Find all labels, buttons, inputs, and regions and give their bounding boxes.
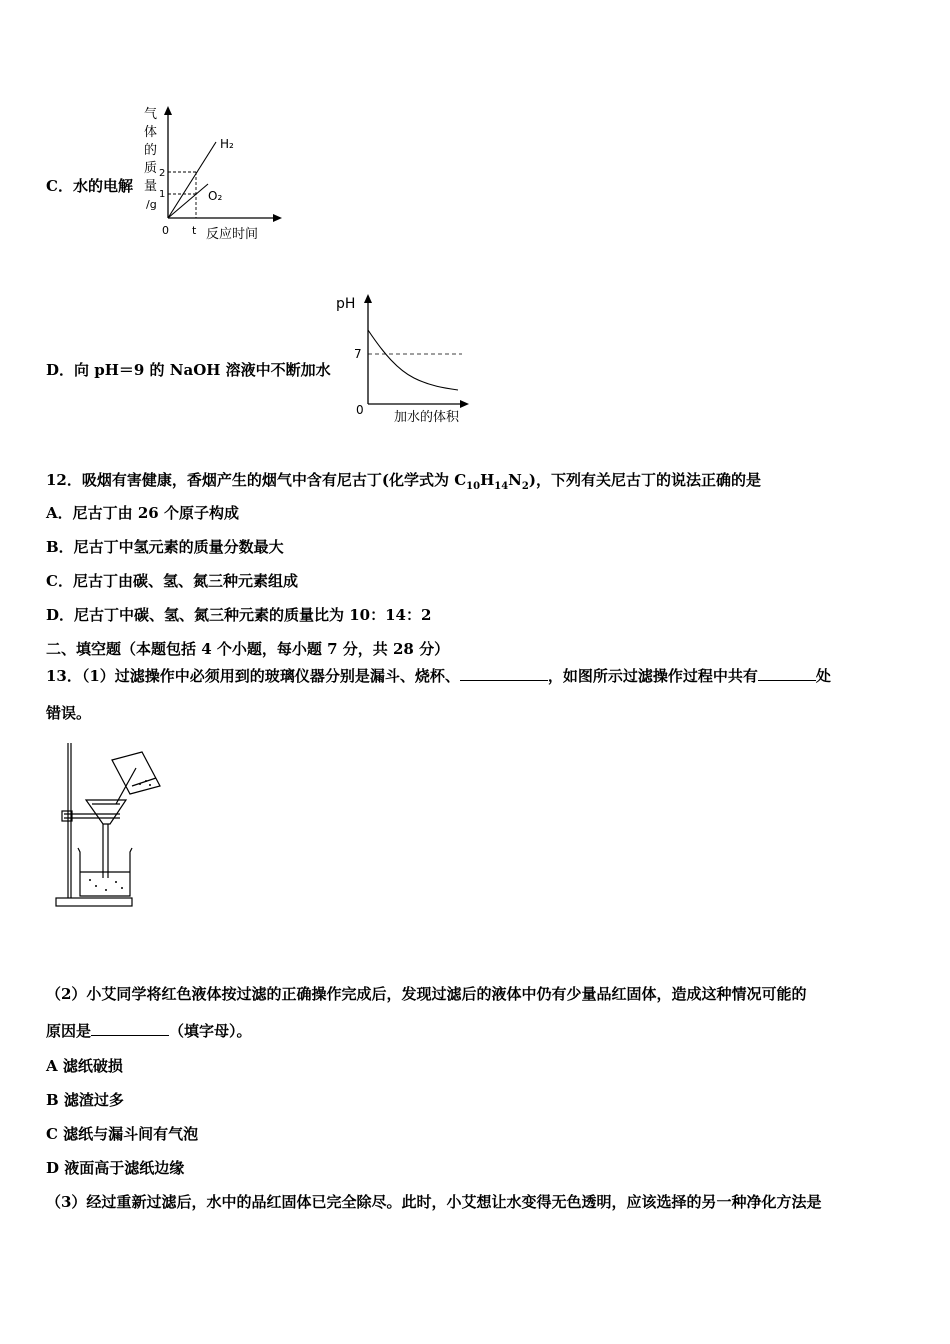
x-axis-label: 加水的体积 xyxy=(394,410,460,425)
q13-part2-option-b: B 滤渣过多 xyxy=(46,1091,124,1109)
h2-line xyxy=(168,142,216,218)
y-label-unit: /g xyxy=(146,198,157,211)
x-axis-arrow-icon xyxy=(273,214,282,222)
filtration-apparatus-figure xyxy=(50,738,170,913)
q12-option-c: C．尼古丁由碳、氢、氮三种元素组成 xyxy=(46,572,298,590)
formula-element: H xyxy=(480,471,495,489)
option-d-label: D．向 pH＝9 的 NaOH 溶液中不断加水 xyxy=(46,361,331,379)
q12-option-a: A．尼古丁由 26 个原子构成 xyxy=(46,504,239,522)
y-tick-1: 1 xyxy=(159,189,166,200)
x-axis-label: 反应时间 xyxy=(206,227,259,242)
option-c-label: C．水的电解 xyxy=(46,177,133,195)
q13-part2-line1: （2）小艾同学将红色液体按过滤的正确操作完成后，发现过滤后的液体中仍有少量品红固体，造成这种情况可能的 xyxy=(46,985,807,1003)
series-label-o2: O₂ xyxy=(208,189,223,203)
x-axis-arrow-icon xyxy=(460,400,469,408)
q12-option-b: B．尼古丁中氢元素的质量分数最大 xyxy=(46,538,284,556)
ph-curve xyxy=(368,330,458,390)
y-label-char: 的 xyxy=(144,143,158,158)
q13-text: 处 xyxy=(815,667,831,685)
q13-part2-option-a: A 滤纸破损 xyxy=(46,1057,123,1075)
q13-part3-line1: （3）经过重新过滤后，水中的品红固体已完全除尽。此时，小艾想让水变得无色透明，应该选择的另一种净化方法是 xyxy=(46,1193,822,1211)
y-axis-arrow-icon xyxy=(364,294,372,303)
q13-part2-option-d: D 液面高于滤纸边缘 xyxy=(46,1159,185,1177)
y-label-char: 质 xyxy=(144,161,158,176)
q13-part1-line1 xyxy=(46,666,831,686)
ph-dilution-graph xyxy=(332,288,472,428)
y-tick-2: 2 xyxy=(159,168,166,179)
o2-line xyxy=(168,184,208,218)
q12-stem-text: )，下列有关尼古丁的说法正确的是 xyxy=(528,471,761,489)
y-label-char: 量 xyxy=(144,179,158,194)
q12-stem-text: 12．吸烟有害健康，香烟产生的烟气中含有尼古丁(化学式为 C xyxy=(46,471,467,489)
y-axis-label: pH xyxy=(336,296,356,312)
water-electrolysis-graph xyxy=(138,100,288,245)
q13-part2-option-c: C 滤纸与漏斗间有气泡 xyxy=(46,1125,199,1143)
formula-element: N xyxy=(508,471,522,489)
q12-option-d: D．尼古丁中碳、氢、氮三种元素的质量比为 10：14：2 xyxy=(46,606,432,624)
q13-text: 原因是 xyxy=(46,1022,92,1040)
q12-stem xyxy=(46,470,761,490)
origin-label: 0 xyxy=(356,403,364,417)
x-tick-t: t xyxy=(192,224,197,237)
answer-blank[interactable] xyxy=(460,666,548,681)
y-label-char: 气 xyxy=(144,107,158,122)
origin-label: 0 xyxy=(162,224,169,237)
series-label-h2: H₂ xyxy=(220,137,234,151)
y-label-char: 体 xyxy=(144,125,158,140)
y-tick-7: 7 xyxy=(354,347,362,361)
answer-blank[interactable] xyxy=(91,1021,169,1036)
q13-text: ，如图所示过滤操作过程中共有 xyxy=(547,667,758,685)
q13-part1-line2: 错误。 xyxy=(46,704,92,722)
q13-text: 13．（1）过滤操作中必须用到的玻璃仪器分别是漏斗、烧杯、 xyxy=(46,667,460,685)
y-axis-arrow-icon xyxy=(164,106,172,115)
subscript: 10 xyxy=(466,481,481,492)
answer-blank[interactable] xyxy=(758,666,816,681)
section-heading: 二、填空题（本题包括 4 个小题，每小题 7 分，共 28 分） xyxy=(46,640,450,658)
q13-text: （填字母）。 xyxy=(169,1022,252,1040)
subscript: 2 xyxy=(521,481,529,492)
subscript: 14 xyxy=(494,481,509,492)
q13-part2-line2 xyxy=(46,1021,252,1041)
